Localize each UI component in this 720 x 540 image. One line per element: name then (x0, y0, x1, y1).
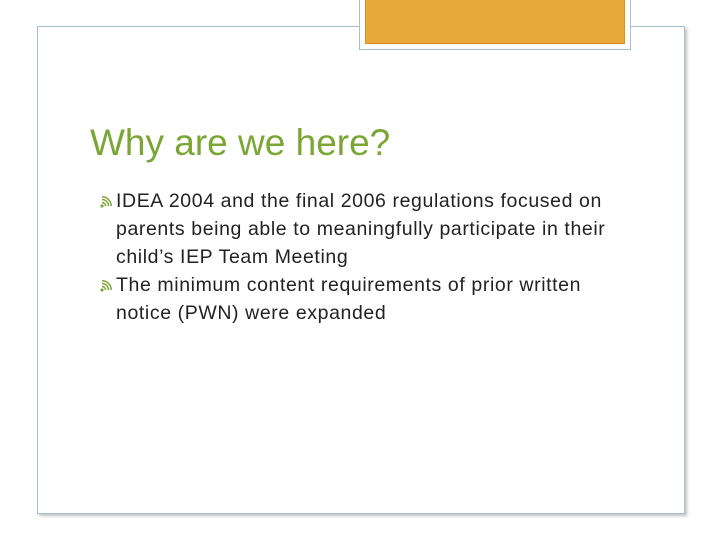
bullet-text: The minimum content requirements of prior written notice (PWN) were expanded (116, 274, 582, 324)
bullet-text: IDEA 2004 and the final 2006 regulations focused on parents being able to meaningfully participate in their child’s IEP Team Meeting (116, 190, 606, 268)
accent-tab (359, 0, 631, 50)
slide-title: Why are we here? (90, 122, 391, 163)
bullet-list (100, 187, 640, 327)
wifi-signal-bullet-icon (100, 280, 114, 292)
accent-tab-fill (365, 0, 625, 44)
wifi-signal-bullet-icon (100, 196, 114, 208)
bullet-item (100, 271, 640, 327)
bullet-item (100, 187, 640, 271)
